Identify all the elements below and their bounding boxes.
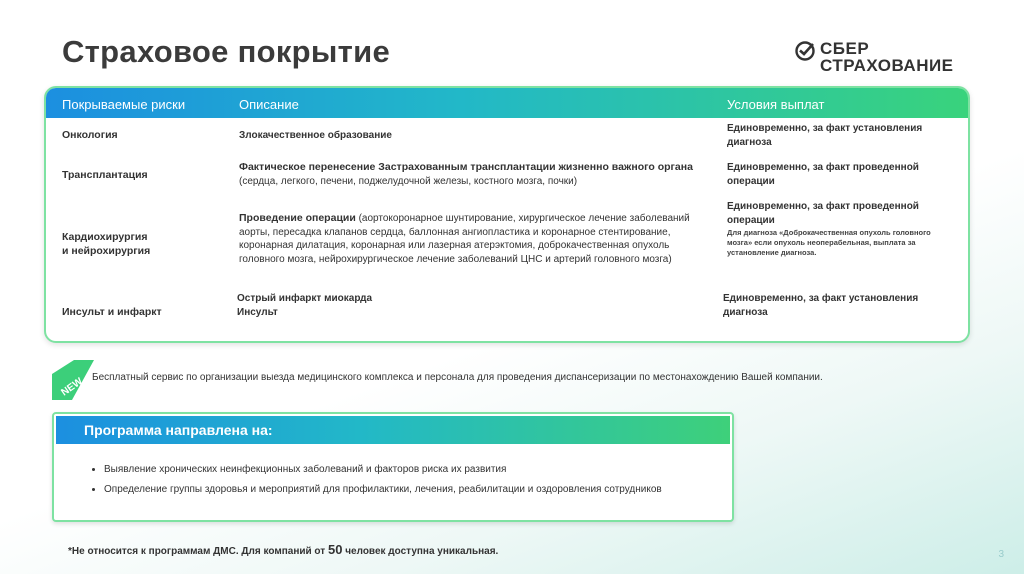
terms-transplant: Единовременно, за факт проведенной операции bbox=[727, 162, 919, 187]
footnote-part1: *Не относится к программам ДМС. Для компаний от bbox=[68, 546, 328, 557]
terms-cardio-note: Для диагноза «Доброкачественная опухоль головного мозга» если опухоль неоперабельная, выплата за установление диагноза. bbox=[727, 228, 931, 257]
terms-stroke: Единовременно, за факт установления диагноза bbox=[723, 293, 919, 318]
page-number: 3 bbox=[998, 549, 1004, 560]
footnote-part2: человек доступна уникальная. bbox=[342, 546, 499, 557]
logo-line2: СТРАХОВАНИЕ bbox=[820, 56, 954, 75]
logo-line1: СБЕР bbox=[820, 39, 870, 58]
terms-oncology: Единовременно, за факт установления диагноза bbox=[727, 123, 923, 148]
new-badge-label: NEW bbox=[59, 376, 85, 399]
desc-stroke bbox=[237, 292, 537, 319]
desc-oncology: Злокачественное образование bbox=[239, 130, 392, 141]
table-header bbox=[46, 88, 968, 118]
sber-check-icon bbox=[794, 40, 816, 62]
header-risks: Покрываемые риски bbox=[62, 97, 186, 112]
risk-oncology: Онкология bbox=[62, 129, 118, 141]
risk-cardio-line2: и нейрохирургия bbox=[62, 244, 151, 257]
coverage-table bbox=[44, 86, 970, 343]
sber-logo bbox=[794, 40, 969, 80]
new-service-text: Бесплатный сервис по организации выезда медицинского комплекса и персонала для проведения диспансеризации по местонахождению Вашей компании. bbox=[92, 372, 823, 383]
header-description: Описание bbox=[239, 97, 299, 112]
risk-transplant: Трансплантация bbox=[62, 169, 148, 181]
desc-cardio bbox=[239, 212, 699, 266]
list-item: • Определение группы здоровья и мероприятий для профилактики, лечения, реабилитации и оздоровления сотрудников bbox=[104, 484, 662, 495]
new-badge-icon bbox=[52, 360, 94, 400]
risk-stroke: Инсульт и инфаркт bbox=[62, 306, 162, 318]
risk-cardio-line1: Кардиохирургия bbox=[62, 231, 148, 243]
desc-transplant bbox=[239, 161, 709, 188]
risk-cardio bbox=[62, 231, 150, 258]
desc-stroke-line2: Инсульт bbox=[237, 306, 278, 318]
program-list bbox=[84, 464, 662, 504]
program-title: Программа направлена на: bbox=[84, 422, 273, 438]
terms-cardio bbox=[727, 200, 945, 258]
page-title: Страховое покрытие bbox=[62, 34, 391, 69]
footnote-number: 50 bbox=[327, 542, 343, 557]
desc-stroke-line1: Острый инфаркт миокарда bbox=[237, 293, 373, 304]
header-terms: Условия выплат bbox=[727, 97, 825, 112]
desc-transplant-detail: (сердца, легкого, печени, поджелудочной железы, костного мозга, почки) bbox=[239, 175, 578, 187]
desc-cardio-detail: (аортокоронарное шунтирование, хирургическое лечение заболеваний аорты, пересадка клапанов сердца, баллонная ангиопластика и коронарное стентирование, коронарная дилатация, коронарная или лазерная атерэктомия, доброкачественная опухоль головного мозга, нейрохирургическое лечение заболеваний ЦНС и артерий головного мозга) bbox=[239, 213, 690, 265]
desc-transplant-main: Фактическое перенесение Застрахованным трансплантации жизненно важного органа bbox=[239, 161, 693, 173]
program-header bbox=[56, 416, 730, 444]
list-item: • Выявление хронических неинфекционных заболеваний и факторов риска их развития bbox=[104, 464, 662, 475]
program-box bbox=[52, 412, 734, 522]
terms-cardio-main: Единовременно, за факт проведенной операции bbox=[727, 201, 919, 226]
desc-cardio-main: Проведение операции bbox=[239, 212, 356, 224]
footnote bbox=[68, 542, 498, 557]
